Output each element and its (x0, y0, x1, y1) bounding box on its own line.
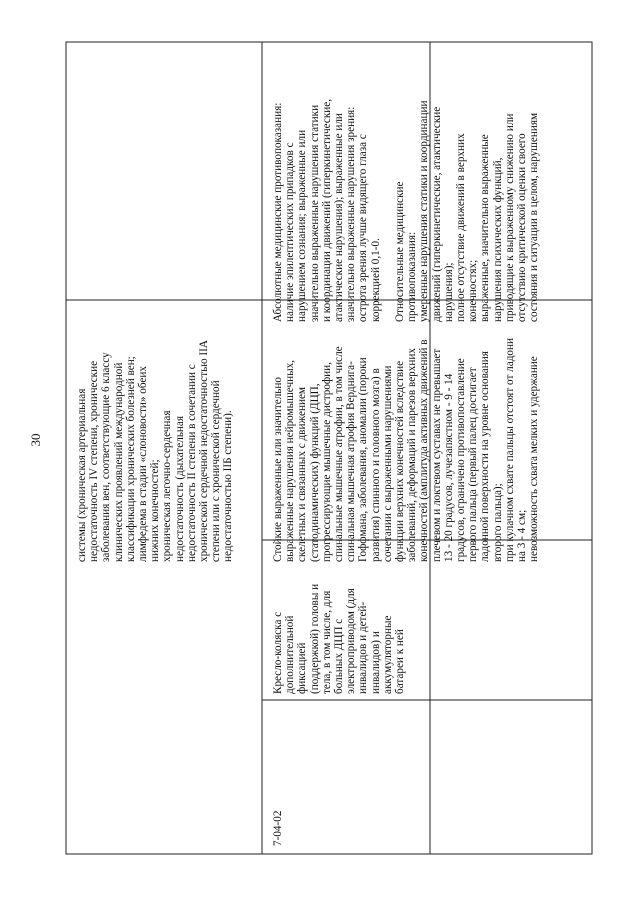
contraindications-text-line: движений (гиперкинетические, атактические (430, 106, 443, 322)
indications-text-line: ладонной поверхности на уровне основания (479, 351, 492, 562)
indications-cell-continued (76, 336, 266, 562)
item-code: 7-04-02 (272, 810, 284, 846)
indications-text-line: невозможность схвата мелких и удержание (528, 356, 541, 562)
indications-text-line: 13 - 20 градусов, лучезапястном - 9 - 14 (442, 373, 455, 562)
contraindications-text-line: наличие эпилептических припадков с (284, 142, 297, 322)
item-name-line: больных ДЦП с (333, 618, 346, 694)
contraindications-text-line: нарушением сознания; выраженные или (296, 129, 309, 322)
contraindications-text-line: острота зрения лучше видящего глаза с (357, 134, 370, 322)
indications-text-line: спинальная мышечная атрофия Верднига- (345, 361, 358, 562)
page-number: 30 (28, 433, 43, 447)
item-name-line: фиксацией (296, 642, 309, 694)
indications-text-line: выраженные нарушения нейромышечных, (284, 360, 297, 562)
indications-text-line: при кулачном схвате пальцы отстоят от ладони (503, 338, 516, 562)
indications-text-line: степени или с хронической сердечной (210, 380, 223, 562)
contraindications-text-line: отсутствию критической оценки своего (516, 133, 529, 322)
table-row-continuation (68, 42, 268, 852)
indications-text-line: конечностей (амплитуда активных движений в (418, 339, 431, 562)
indications-text-line: нижних конечностей; (149, 459, 162, 562)
item-name-cell (272, 576, 572, 694)
contraindications-text-line (382, 46, 394, 322)
indications-text-line: Стойкие выраженные или значительно (272, 377, 284, 562)
indications-text-line: системы (хроническая артериальная (76, 388, 88, 562)
indications-text-line: недостаточностью IIБ степени). (222, 410, 235, 562)
rotated-table-content (68, 42, 588, 852)
indications-text-line: функции верхних конечностей вследствие (394, 360, 407, 562)
indications-text-line: скелетных и связанных с движением (296, 386, 309, 562)
item-name-line: инвалидов) и (369, 631, 382, 694)
contraindications-text-line: выраженные, значительно выраженные (479, 134, 492, 322)
item-name-line: электроприводом (для (345, 588, 358, 694)
indications-text-line: заболеваний, деформаций и парезов верхних (406, 348, 419, 562)
indications-text-line: Гоффмана, заболевания, аномалии (пороки (357, 357, 370, 562)
indications-cell (272, 336, 584, 562)
indications-text-line: хронической сердечной недостаточностью IIА (198, 340, 211, 562)
indications-text-line: хроническая легочно-сердечная (161, 410, 174, 562)
contraindications-text-line: атактические нарушения); выраженные или (333, 113, 346, 322)
indications-text-line: градусов, ограничено противопоставление (455, 358, 468, 562)
indications-text-line: недостаточность (дыхательная (173, 415, 186, 562)
indications-text-line: на 3 - 4 см; (516, 509, 529, 562)
item-name-line: дополнительной (284, 615, 297, 694)
contraindications-cell (272, 46, 584, 322)
item-name-line: (поддержкой) головы и (308, 583, 321, 694)
item-name-line: батареи к ней (394, 629, 407, 694)
contraindications-text-line: коррекцией 0,1-0. (369, 238, 382, 322)
contraindications-text-line: нарушения); (442, 262, 455, 322)
indications-text-line: спинальные мышечные атрофии, в том числе (333, 346, 346, 562)
item-name-line: аккумуляторные (381, 615, 394, 694)
indications-text-line: классификации хронических болезней вен; (124, 356, 137, 562)
indications-text-line: первого пальца (первый палец достигает (467, 367, 480, 562)
contraindications-text-line: и координации движений (гиперкинетические, (320, 98, 333, 322)
contraindications-text-line: приводящие к выраженному снижению или (503, 113, 516, 322)
contraindications-text-line: состояния и ситуации в целом, нарушениям (528, 112, 541, 322)
indications-text-line: (статодинамических) функций (ДЦП, (308, 383, 321, 562)
item-name-line: тела, в том числе, для (320, 590, 333, 694)
contraindications-text-line: противопоказания: (406, 231, 419, 322)
indications-text-line: сочетании с выраженными нарушениями (381, 365, 394, 562)
contraindications-text-line: Абсолютные медицинские противопоказания: (272, 102, 284, 322)
item-name-line: Кресло-коляска с (272, 611, 284, 694)
indications-text-line: лимфедема в стадии «слоновости» обеих (137, 366, 150, 562)
contraindications-text-line: полное отсутствие движений в верхних (455, 133, 468, 322)
indications-text-line: недостаточность IV степени, хронические (88, 360, 101, 562)
contraindications-text-line: значительно выраженные нарушения статики (308, 104, 321, 322)
indications-text-line: клинических проявлений международной (112, 362, 125, 562)
indications-text-line: заболевания вен, соответствующие 6 классу (100, 352, 113, 562)
indications-text-line: второго пальца); (491, 483, 504, 562)
indications-text-line: плечевом и локтевом суставах не превышает (430, 348, 443, 562)
contraindications-text-line: Относительные медицинские (394, 181, 407, 322)
indications-text-line: развития) спинного и головного мозга) в (369, 368, 382, 562)
indications-text-line: прогрессирующие мышечные дистрофии, (320, 362, 333, 562)
contraindications-text-line: конечностях; (467, 259, 480, 322)
table-row-7-04-02 (268, 42, 588, 852)
contraindications-text-line: нарушения психических функций, (491, 157, 504, 322)
contraindications-text-line: умеренные нарушения статики и координации (418, 100, 431, 322)
contraindications-text-line: значительно выраженные нарушения зрения: (345, 106, 358, 322)
item-name-line: инвалидов и детей- (357, 601, 370, 694)
indications-text-line: недостаточность II степени в сочетании с (185, 364, 198, 562)
